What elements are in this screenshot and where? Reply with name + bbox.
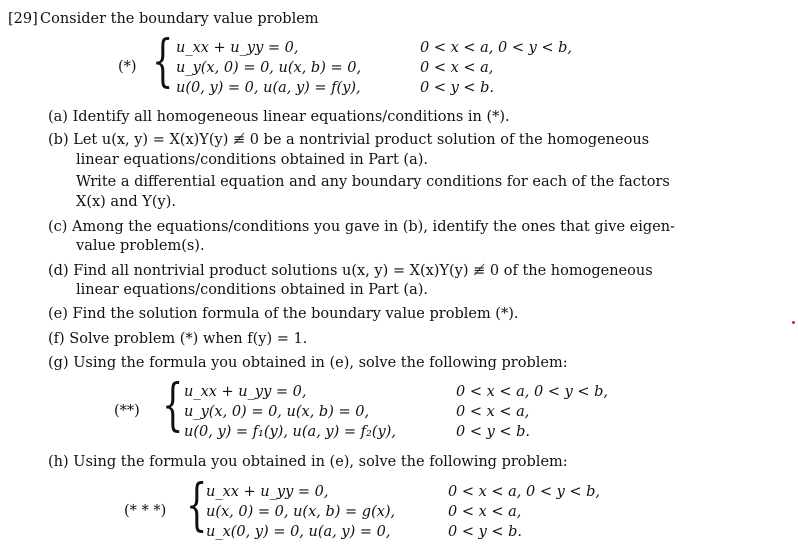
equation-h-3: u_x(0, y) = 0, u(a, y) = 0,: [206, 524, 391, 540]
condition-h-3: 0 < y < b.: [448, 524, 523, 540]
equation-g-3: u(0, y) = f₁(y), u(a, y) = f₂(y),: [184, 424, 396, 440]
equation-g-1: u_xx + u_yy = 0,: [184, 384, 307, 400]
red-dot-mark: [792, 321, 795, 324]
brace-icon: {: [186, 473, 208, 538]
system-main-label: (*): [118, 59, 137, 75]
equation-g-2: u_y(x, 0) = 0, u(x, b) = 0,: [184, 404, 370, 420]
system-g-label: (**): [114, 403, 140, 419]
condition-main-3: 0 < y < b.: [420, 80, 495, 96]
condition-h-1: 0 < x < a, 0 < y < b,: [448, 484, 601, 500]
equation-h-1: u_xx + u_yy = 0,: [206, 484, 329, 500]
part-b-line3: Write a differential equation and any boundary conditions for each of the factors: [76, 174, 670, 190]
equation-h-2: u(x, 0) = 0, u(x, b) = g(x),: [206, 504, 396, 520]
part-d-line1: (d) Find all nontrivial product solutions u(x, y) = X(x)Y(y) ≢ 0 of the homogeneous: [48, 263, 653, 279]
part-c-line2: value problem(s).: [76, 238, 205, 254]
problem-number: [29]: [8, 11, 38, 27]
condition-g-1: 0 < x < a, 0 < y < b,: [456, 384, 609, 400]
brace-icon: {: [152, 29, 174, 94]
part-g: (g) Using the formula you obtained in (e), solve the following problem:: [48, 355, 568, 371]
system-h-label: (* * *): [124, 503, 167, 519]
condition-main-1: 0 < x < a, 0 < y < b,: [420, 40, 573, 56]
condition-h-2: 0 < x < a,: [448, 504, 522, 520]
part-d-line2: linear equations/conditions obtained in Part (a).: [76, 282, 428, 298]
equation-main-2: u_y(x, 0) = 0, u(x, b) = 0,: [176, 60, 362, 76]
part-b-line4: X(x) and Y(y).: [76, 194, 176, 210]
part-c-line1: (c) Among the equations/conditions you gave in (b), identify the ones that give eigen-: [48, 219, 675, 235]
equation-main-1: u_xx + u_yy = 0,: [176, 40, 299, 56]
part-f: (f) Solve problem (*) when f(y) = 1.: [48, 331, 308, 347]
condition-g-2: 0 < x < a,: [456, 404, 530, 420]
brace-icon: {: [162, 373, 184, 438]
part-h: (h) Using the formula you obtained in (e), solve the following problem:: [48, 454, 568, 470]
part-b-line1: (b) Let u(x, y) = X(x)Y(y) ≢ 0 be a nontrivial product solution of the homogeneous: [48, 132, 650, 148]
part-e: (e) Find the solution formula of the boundary value problem (*).: [48, 306, 519, 322]
problem-intro: Consider the boundary value problem: [40, 11, 319, 27]
condition-g-3: 0 < y < b.: [456, 424, 531, 440]
part-b-line2: linear equations/conditions obtained in Part (a).: [76, 152, 428, 168]
condition-main-2: 0 < x < a,: [420, 60, 494, 76]
equation-main-3: u(0, y) = 0, u(a, y) = f(y),: [176, 80, 361, 96]
part-a: (a) Identify all homogeneous linear equations/conditions in (*).: [48, 109, 510, 125]
